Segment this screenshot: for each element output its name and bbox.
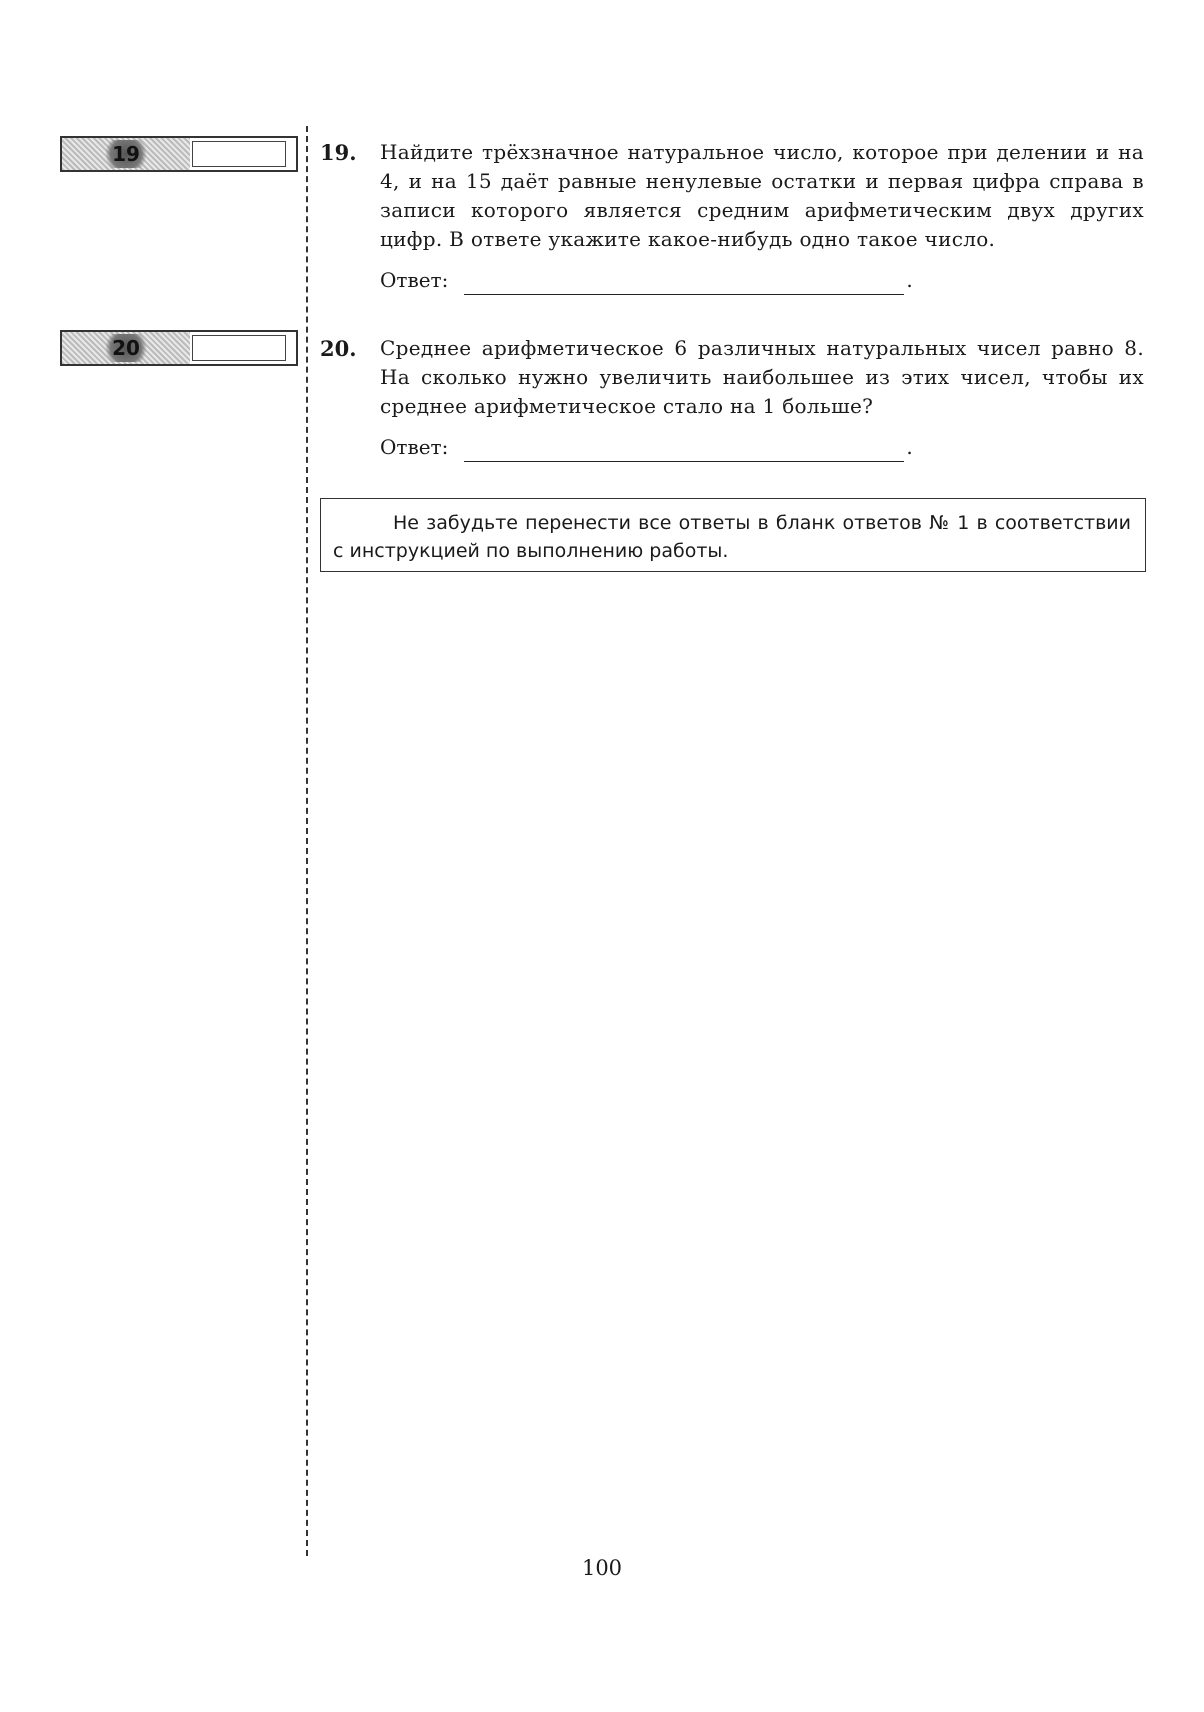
score-answer-cell[interactable] bbox=[192, 335, 286, 361]
task-number-badge-label: 19 bbox=[102, 140, 150, 168]
task-number-badge bbox=[62, 138, 190, 170]
answer-end: . bbox=[906, 435, 913, 459]
page-number bbox=[0, 1556, 1204, 1580]
answer-field[interactable] bbox=[464, 439, 904, 462]
cut-line bbox=[306, 126, 308, 1556]
answer-label: Ответ: bbox=[380, 268, 449, 292]
answer-row bbox=[380, 266, 1144, 295]
score-box-19 bbox=[60, 136, 298, 172]
task-number: 20. bbox=[320, 336, 357, 361]
score-box-20 bbox=[60, 330, 298, 366]
task-text: Найдите трёхзначное натуральное число, которое при делении и на 4, и на 15 даёт равные ненулевые остатки и первая цифра справа в записи которого является средним арифметическим двух других цифр. В ответе укажите какое-нибудь одно такое число. bbox=[380, 140, 1144, 251]
answer-label: Ответ: bbox=[380, 435, 449, 459]
task-number-badge bbox=[62, 332, 190, 364]
page-number-value: 100 bbox=[581, 1556, 623, 1580]
task-20 bbox=[320, 334, 1144, 462]
answer-field[interactable] bbox=[464, 272, 904, 295]
answer-end: . bbox=[906, 268, 913, 292]
task-text: Среднее арифметическое 6 различных натуральных чисел равно 8. На сколько нужно увеличить наибольшее из этих чисел, чтобы их среднее арифметическое стало на 1 больше? bbox=[380, 336, 1144, 418]
task-number-badge-label: 20 bbox=[102, 334, 150, 362]
answer-row bbox=[380, 433, 1144, 462]
task-number: 19. bbox=[320, 140, 357, 165]
reminder-box: Не забудьте перенести все ответы в бланк ответов № 1 в соответствии с инструкцией по выполнению работы. bbox=[320, 498, 1146, 572]
task-19 bbox=[320, 138, 1144, 295]
score-answer-cell[interactable] bbox=[192, 141, 286, 167]
